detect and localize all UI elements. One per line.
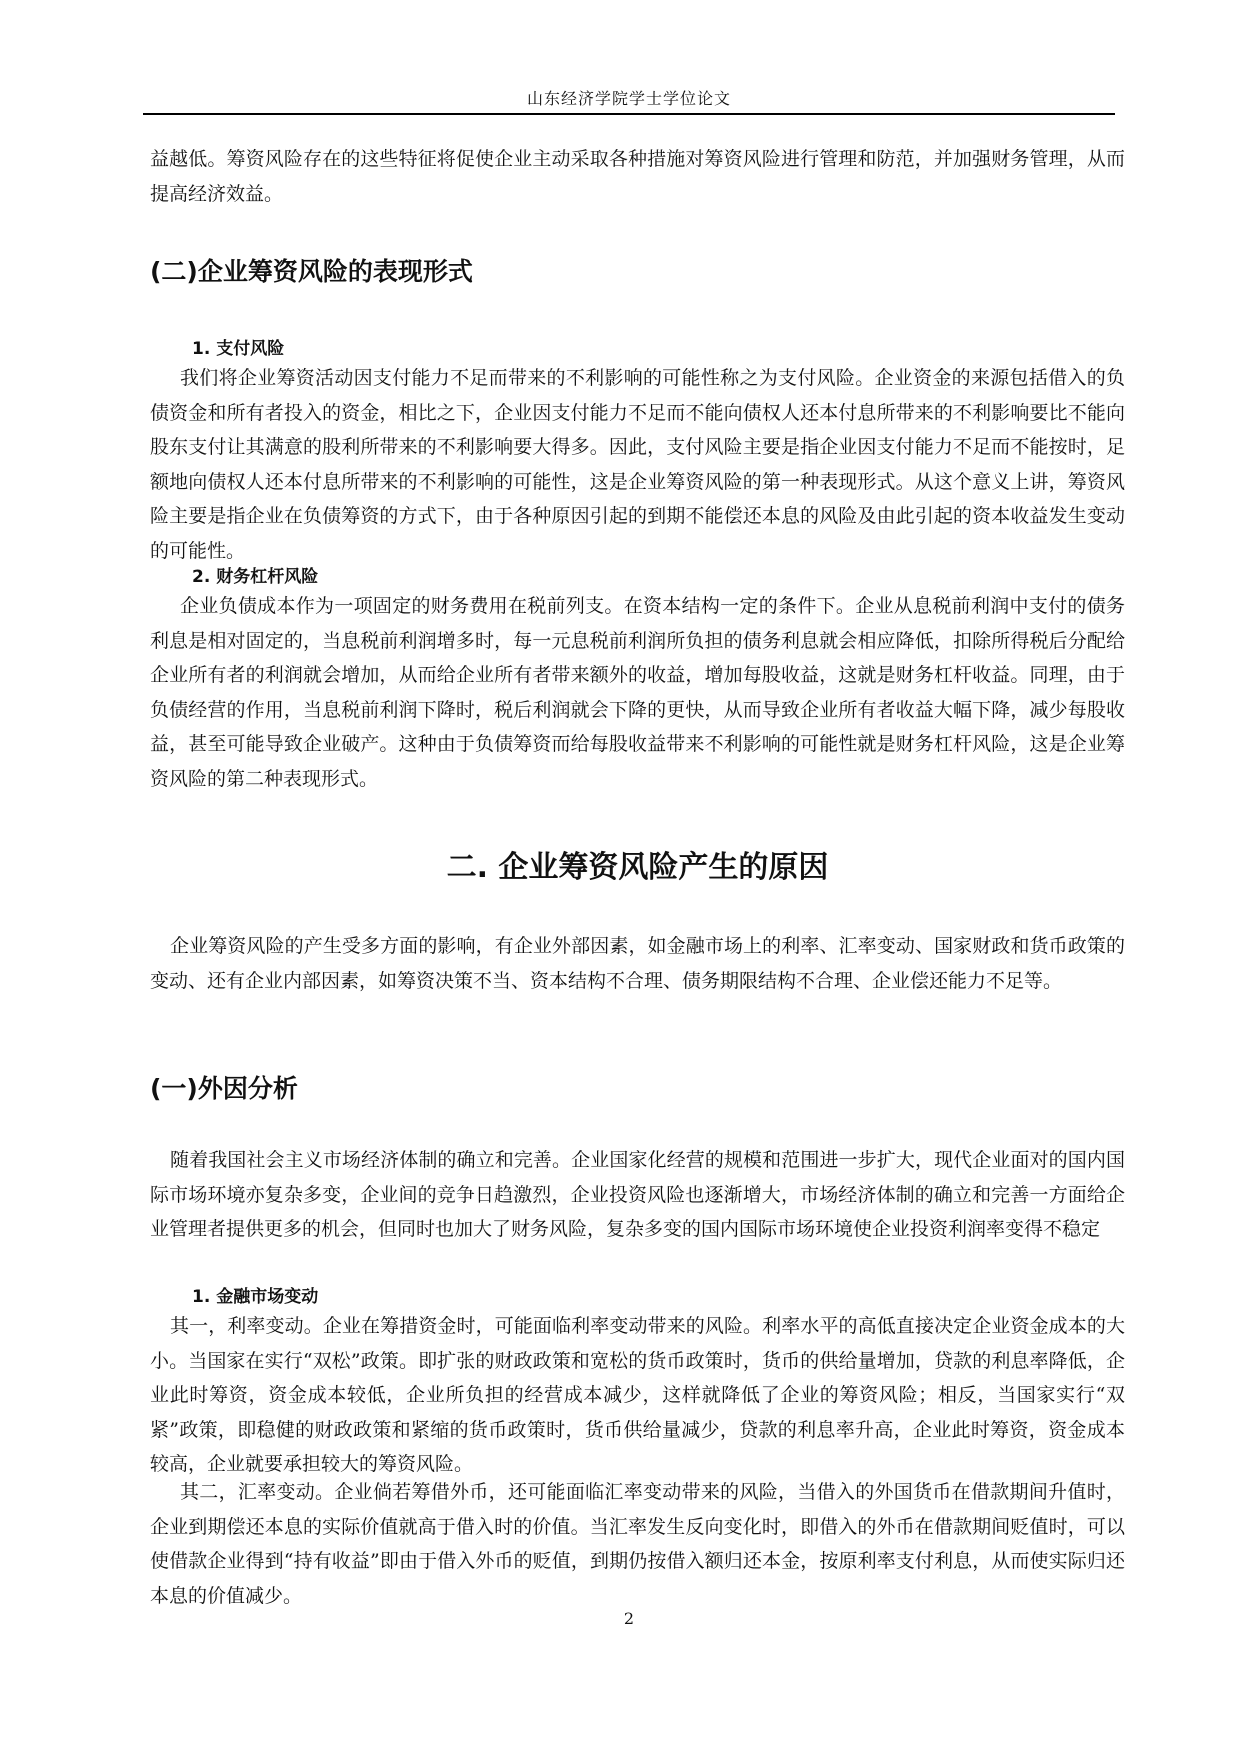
- chapter-intro-paragraph: 企业筹资风险的产生受多方面的影响，有企业外部因素，如金融市场上的利率、汇率变动、国家财政和货币政策的变动、还有企业内部因素，如筹资决策不当、资本结构不合理、债务期限结构不合理、企业偿还能力不足等。: [150, 935, 1125, 992]
- exchange-rate-paragraph: 其二，汇率变动。企业倘若筹借外币，还可能面临汇率变动带来的风险，当借入的外国货币在借款期间升值时，企业到期偿还本息的实际价值就高于借入时的价值。当汇率发生反向变化时，即借入的外币在借款期间贬值时，可以使借款企业得到“持有收益”即由于借入外币的贬值，到期仍按借入额归还本金，按原利率支付利息，从而使实际归还本息的价值减少。: [150, 1481, 1125, 1607]
- running-header-title: 山东经济学院学士学位论文: [526, 89, 731, 108]
- external-analysis-paragraph: 随着我国社会主义市场经济体制的确立和完善。企业国家化经营的规模和范围进一步扩大，现代企业面对的国内国际市场环境亦复杂多变，企业间的竞争日趋激烈，企业投资风险也逐渐增大，市场经济体制的确立和完善一方面给企业管理者提供更多的机会，但同时也加大了财务风险，复杂多变的国内国际市场环境使企业投资利润率变得不稳定: [150, 1149, 1125, 1240]
- intro-paragraph: 益越低。筹资风险存在的这些特征将促使企业主动采取各种措施对筹资风险进行管理和防范，并加强财务管理，从而提高经济效益。: [150, 148, 1125, 205]
- chapter-heading-causes: 二. 企业筹资风险产生的原因: [446, 850, 829, 885]
- subheading-financial-market: 1. 金融市场变动: [192, 1287, 319, 1307]
- page-number: 2: [623, 1609, 635, 1628]
- section-heading-manifestation: (二)企业筹资风险的表现形式: [150, 257, 473, 286]
- header-rule: [143, 113, 1115, 115]
- section-heading-external: (一)外因分析: [150, 1074, 298, 1103]
- interest-rate-paragraph: 其一，利率变动。企业在筹措资金时，可能面临利率变动带来的风险。利率水平的高低直接决定企业资金成本的大小。当国家在实行“双松”政策。即扩张的财政政策和宽松的货币政策时，货币的供给量增加，贷款的利息率降低，企业此时筹资，资金成本较低，企业所负担的经营成本减少，这样就降低了企业的筹资风险；相反，当国家实行“双紧”政策，即稳健的财政政策和紧缩的货币政策时，货币供给量减少，贷款的利息率升高，企业此时筹资，资金成本较高，企业就要承担较大的筹资风险。: [150, 1315, 1125, 1475]
- leverage-risk-paragraph: 企业负债成本作为一项固定的财务费用在税前列支。在资本结构一定的条件下。企业从息税前利润中支付的债务利息是相对固定的，当息税前利润增多时，每一元息税前利润所负担的债务利息就会相应降低，扣除所得税后分配给企业所有者的利润就会增加，从而给企业所有者带来额外的收益，增加每股收益，这就是财务杠杆收益。同理，由于负债经营的作用，当息税前利润下降时，税后利润就会下降的更快，从而导致企业所有者收益大幅下降，减少每股收益，甚至可能导致企业破产。这种由于负债筹资而给每股收益带来不利影响的可能性就是财务杠杆风险，这是企业筹资风险的第二种表现形式。: [150, 595, 1125, 790]
- subheading-leverage-risk: 2. 财务杠杆风险: [192, 567, 319, 587]
- subheading-payment-risk: 1. 支付风险: [192, 339, 285, 359]
- payment-risk-paragraph: 我们将企业筹资活动因支付能力不足而带来的不利影响的可能性称之为支付风险。企业资金的来源包括借入的负债资金和所有者投入的资金，相比之下，企业因支付能力不足而不能向债权人还本付息所带来的不利影响要比不能向股东支付让其满意的股利所带来的不利影响要大得多。因此，支付风险主要是指企业因支付能力不足而不能按时，足额地向债权人还本付息所带来的不利影响的可能性，这是企业筹资风险的第一种表现形式。从这个意义上讲，筹资风险主要是指企业在负债筹资的方式下，由于各种原因引起的到期不能偿还本息的风险及由此引起的资本收益发生变动的可能性。: [150, 367, 1125, 562]
